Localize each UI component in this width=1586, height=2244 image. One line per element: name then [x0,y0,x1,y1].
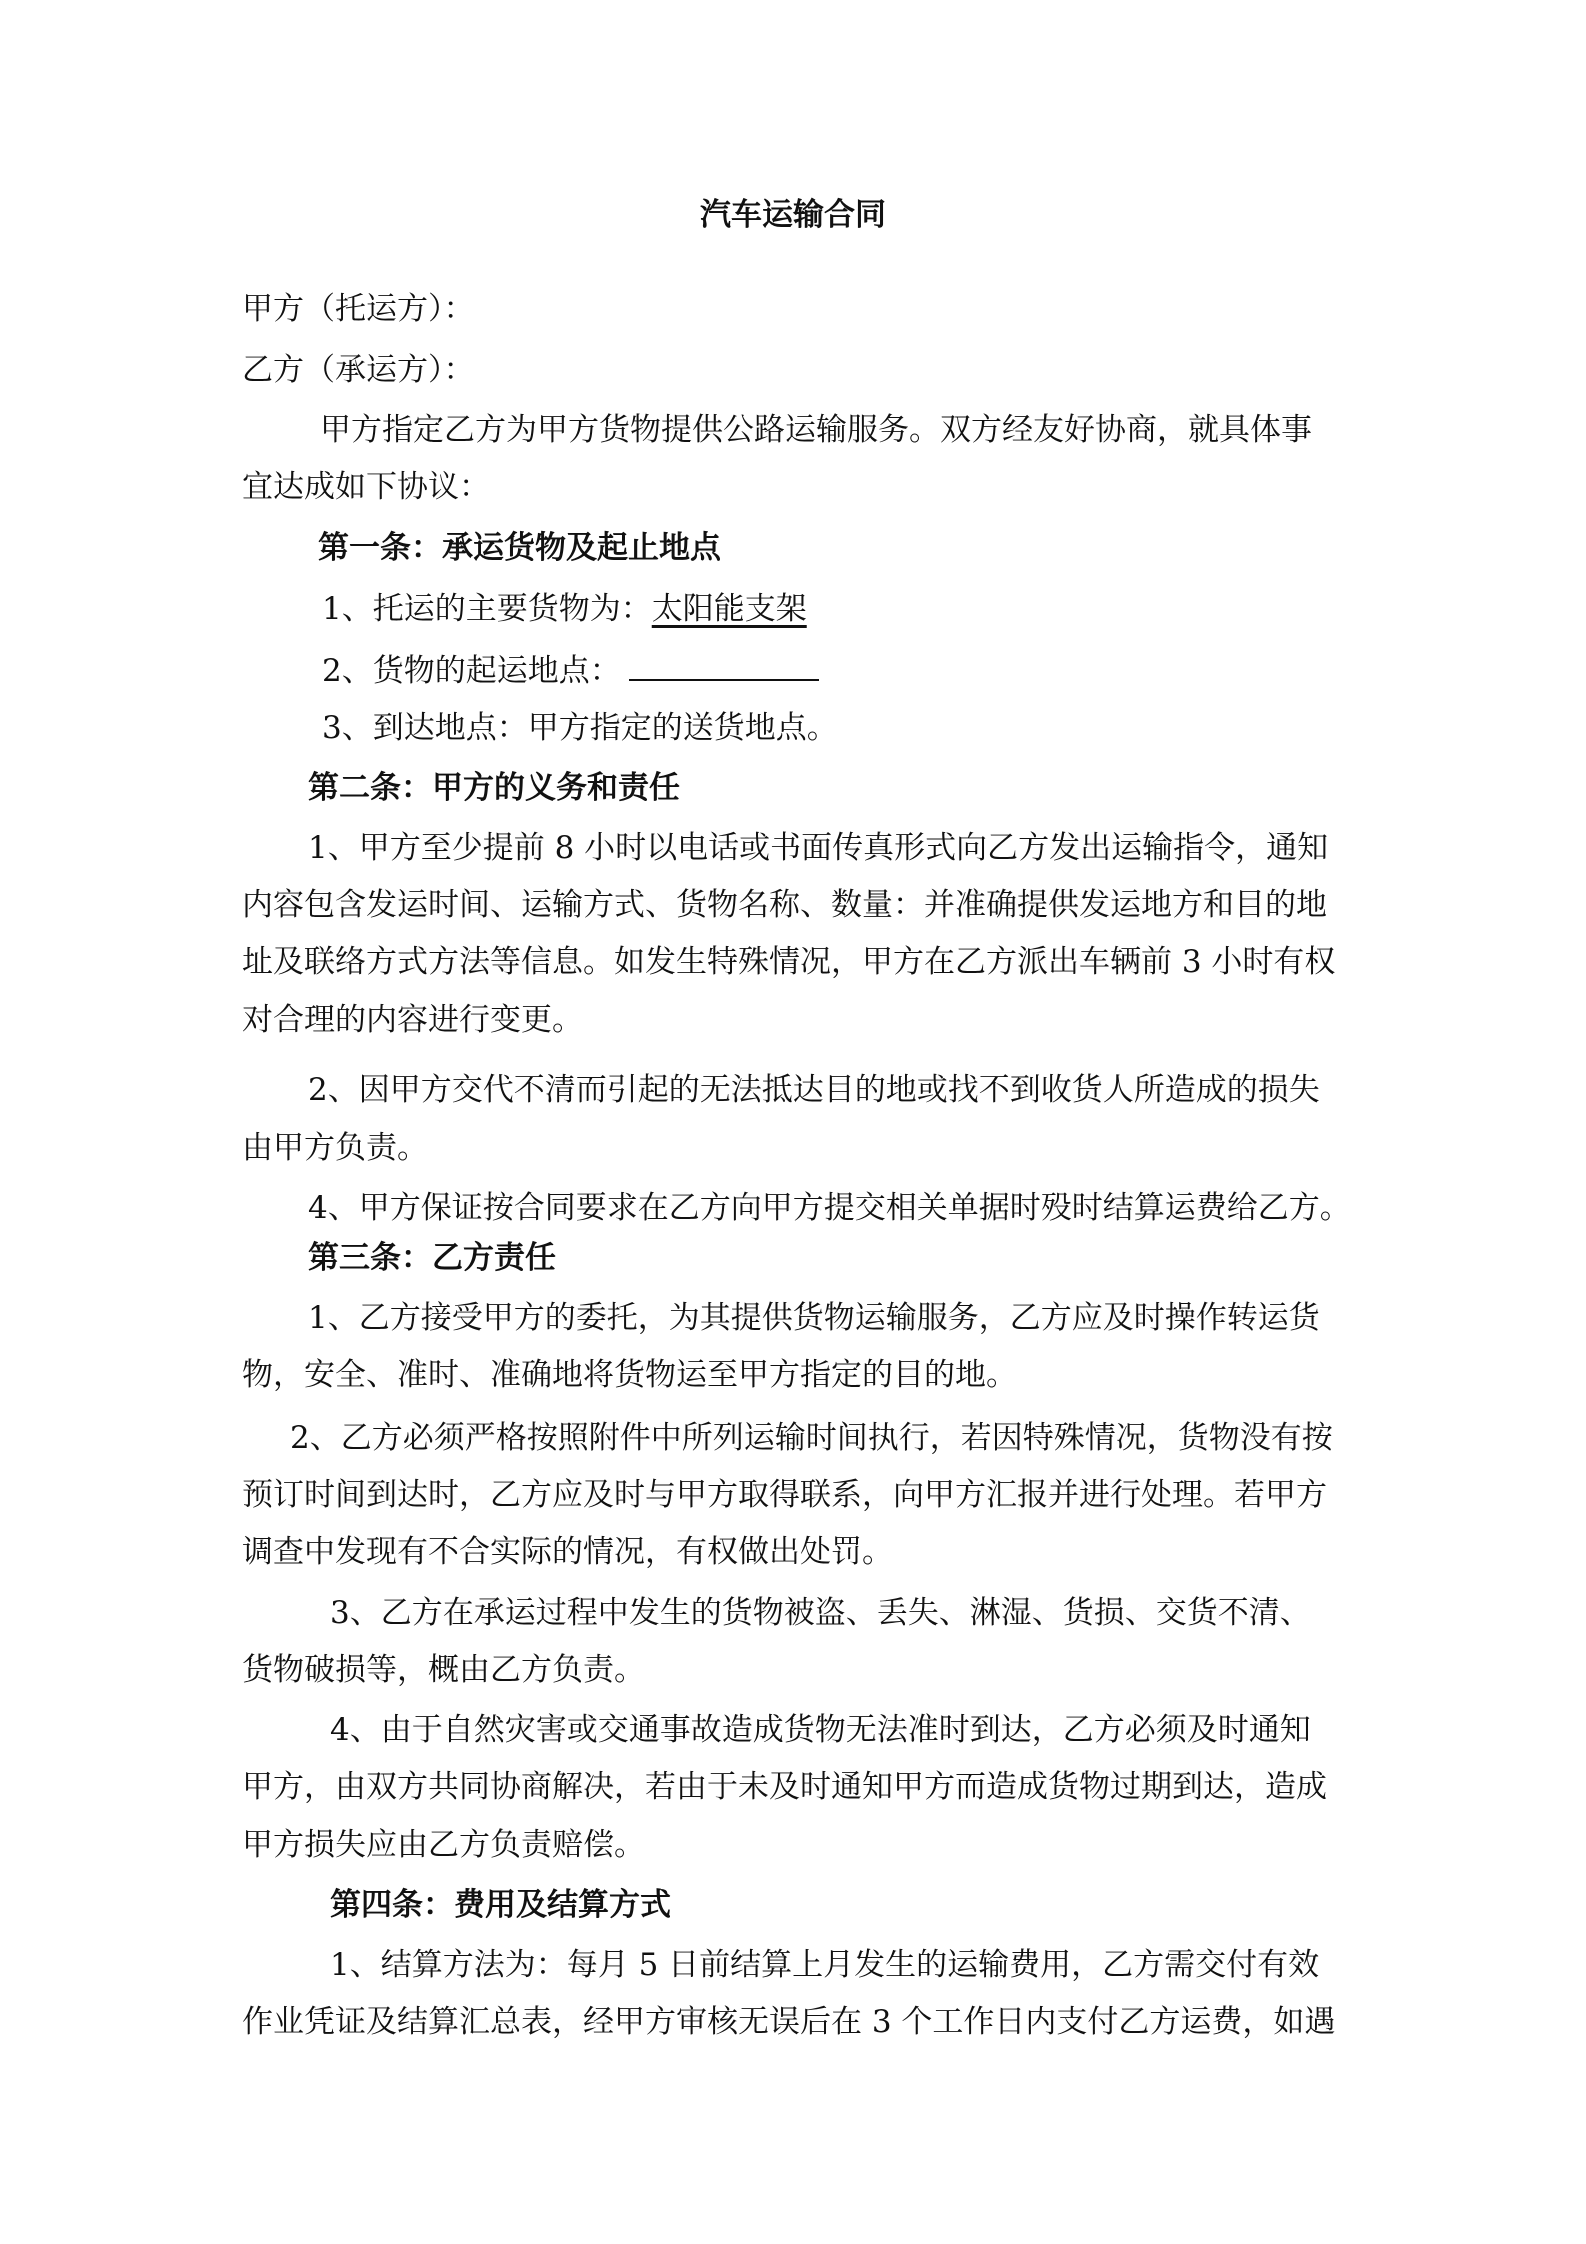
article-1-item-2-label: 2、货物的起运地点： [322,653,621,689]
article-2-p1-line-1: 1、甲方至少提前 8 小时以电话或书面传真形式向乙方发出运输指令，通知 [308,830,1329,866]
article-2-p2-line-2: 由甲方负责。 [242,1130,428,1166]
article-3-p2-line-3: 调查中发现有不合实际的情况，有权做出处罚。 [242,1534,893,1570]
article-2-p2-line-1: 2、因甲方交代不清而引起的无法抵达目的地或找不到收货人所造成的损失 [308,1072,1320,1108]
article-3-heading: 第三条：乙方责任 [308,1240,556,1276]
article-3-p2-line-1: 2、乙方必须严格按照附件中所列运输时间执行，若因特殊情况，货物没有按 [290,1420,1333,1456]
article-2-p4: 4、甲方保证按合同要求在乙方向甲方提交相关单据时殁时结算运费给乙方。 [308,1190,1351,1226]
article-3-p3-line-1: 3、乙方在承运过程中发生的货物被盗、丢失、淋湿、货损、交货不清、 [330,1595,1311,1631]
cargo-name-value: 太阳能支架 [651,591,807,627]
article-1-item-3: 3、到达地点：甲方指定的送货地点。 [322,710,838,746]
article-1-item-2 [322,649,819,691]
article-4-p1-line-1: 1、结算方法为：每月 5 日前结算上月发生的运输费用，乙方需交付有效 [330,1947,1320,1983]
article-3-p4-line-2: 甲方，由双方共同协商解决，若由于未及时通知甲方而造成货物过期到达，造成 [242,1769,1327,1805]
article-2-p1-line-3: 址及联络方式方法等信息。如发生特殊情况，甲方在乙方派出车辆前 3 小时有权 [242,944,1336,980]
article-2-p1-line-4: 对合理的内容进行变更。 [242,1002,583,1038]
party-b-line: 乙方（承运方）： [242,352,475,388]
party-a-line: 甲方（托运方）： [242,291,475,327]
article-1-item-1 [322,589,807,629]
article-1-item-1-label: 1、托运的主要货物为： [322,591,652,627]
article-3-p1-line-2: 物，安全、准时、准确地将货物运至甲方指定的目的地。 [242,1357,1017,1393]
article-3-p4-line-1: 4、由于自然灾害或交通事故造成货物无法准时到达，乙方必须及时通知 [330,1712,1311,1748]
article-4-p1-line-2: 作业凭证及结算汇总表，经甲方审核无误后在 3 个工作日内支付乙方运费，如遇 [242,2004,1336,2040]
article-4-heading: 第四条：费用及结算方式 [330,1887,671,1923]
article-2-p1-line-2: 内容包含发运时间、运输方式、货物名称、数量：并准确提供发运地方和目的地 [242,887,1327,923]
article-2-heading: 第二条：甲方的义务和责任 [308,770,680,806]
intro-line-1: 甲方指定乙方为甲方货物提供公路运输服务。双方经友好协商，就具体事 [320,412,1312,448]
article-3-p4-line-3: 甲方损失应由乙方负责赔偿。 [242,1827,645,1863]
article-3-p3-line-2: 货物破损等，概由乙方负责。 [242,1652,645,1688]
document-title: 汽车运输合同 [700,197,886,233]
origin-blank-line [629,649,819,681]
intro-line-2: 宜达成如下协议： [242,469,490,505]
article-3-p2-line-2: 预订时间到达时，乙方应及时与甲方取得联系，向甲方汇报并进行处理。若甲方 [242,1477,1327,1513]
article-1-heading: 第一条：承运货物及起止地点 [318,530,721,566]
article-3-p1-line-1: 1、乙方接受甲方的委托，为其提供货物运输服务，乙方应及时操作转运货 [308,1300,1320,1336]
